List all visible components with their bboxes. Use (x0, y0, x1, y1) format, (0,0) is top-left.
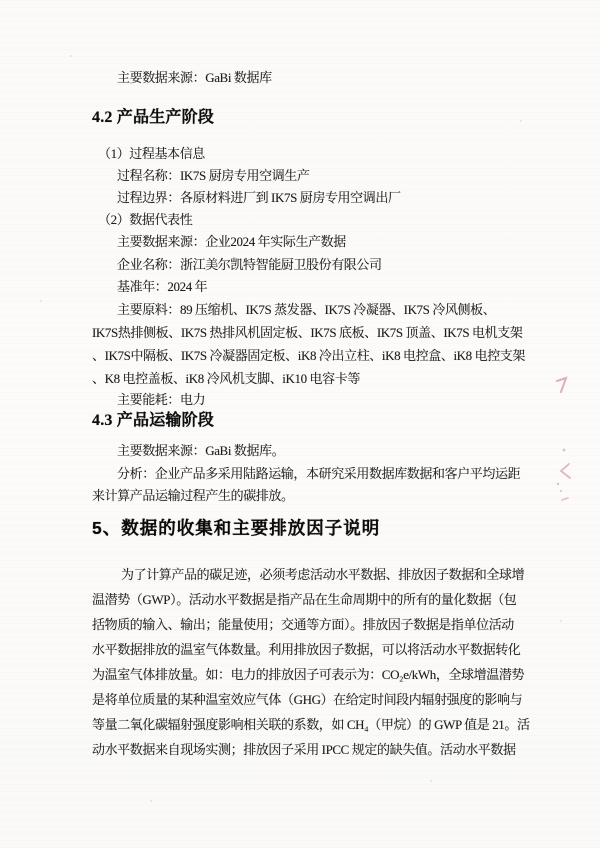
scan-speck (150, 800, 152, 802)
company-name-line: 企业名称：浙江美尔凯特智能厨卫股份有限公司 (117, 257, 382, 272)
data-representativeness-label: （2）数据代表性 (98, 212, 193, 227)
process-name-line: 过程名称：IK7S 厨房专用空调生产 (117, 168, 310, 183)
process-boundary-line: 过程边界：各原材料进厂到 IK7S 厨房专用空调出厂 (117, 190, 401, 205)
data-source-line-41: 主要数据来源：GaBi 数据库 (117, 70, 272, 85)
process-basic-info-label: （1）过程基本信息 (98, 146, 205, 161)
materials-line-1: 主要原料：89 压缩机、IK7S 蒸发器、IK7S 冷凝器、IK7S 冷风侧板、 (117, 302, 496, 317)
section-4-2-heading: 4.2 产品生产阶段 (92, 109, 215, 126)
scan-speck (520, 120, 522, 122)
data-source-line-43: 主要数据来源：GaBi 数据库。 (117, 443, 285, 458)
materials-line-4: 、K8 电控盖板、iK8 冷风机支脚、iK10 电容卡等 (92, 371, 360, 386)
paragraph-line-8: 动水平数据来自现场实测；排放因子采用 IPCC 规定的缺失值。活动水平数据 (92, 742, 516, 757)
materials-line-3: 、IK7S中隔板、IK7S 冷凝器固定板、iK8 冷出立柱、iK8 电控盒、iK8 电控支架 (92, 348, 525, 363)
section-4-3-heading: 4.3 产品运输阶段 (92, 412, 215, 429)
scan-speck (430, 780, 432, 782)
scan-speck (560, 620, 562, 622)
pink-annotation-marks-icon (545, 372, 587, 512)
analysis-line-1: 分析：企业产品多采用陆路运输，本研究采用数据库数据和客户平均运距 (117, 466, 521, 481)
paragraph-line-2: 温潜势（GWP）。活动水平数据是指产品在生命周期中的所有的量化数据（包 (92, 592, 517, 607)
analysis-line-2: 来计算产品运输过程产生的碳排放。 (92, 488, 294, 503)
base-year-line: 基准年：2024 年 (117, 279, 208, 294)
materials-line-2: IK7S热排侧板、IK7S 热排风机固定板、IK7S 底板、IK7S 顶盖、IK7S 电机支架 (92, 325, 523, 340)
paragraph-line-6: 是将单位质量的某种温室效应气体（GHG）在给定时间段内辐射强度的影响与 (92, 692, 523, 707)
paragraph-line-3: 括物质的输入、输出；能量使用；交通等方面）。排放因子数据是指单位活动 (92, 617, 514, 632)
paragraph-line-4: 水平数据排放的温室气体数量。利用排放因子数据，可以将活动水平数据转化 (92, 642, 521, 657)
scan-speck (40, 300, 42, 302)
paragraph-line-1: 为了计算产品的碳足迹，必须考虑活动水平数据、排放因子数据和全球增 (121, 567, 525, 582)
paragraph-line-5: 为温室气体排放量。如：电力的排放因子可表示为：CO₂e/kWh，全球增温潜势 (92, 667, 525, 682)
paragraph-line-7: 等量二氧化碳辐射强度影响相关联的系数，如 CH₄（甲烷）的 GWP 值是 21。活 (92, 717, 530, 732)
section-5-heading: 5、数据的收集和主要排放因子说明 (92, 518, 381, 538)
scan-speck (70, 55, 72, 57)
energy-line: 主要能耗：电力 (117, 392, 206, 407)
data-source-line-42: 主要数据来源：企业2024 年实际生产数据 (117, 234, 346, 249)
